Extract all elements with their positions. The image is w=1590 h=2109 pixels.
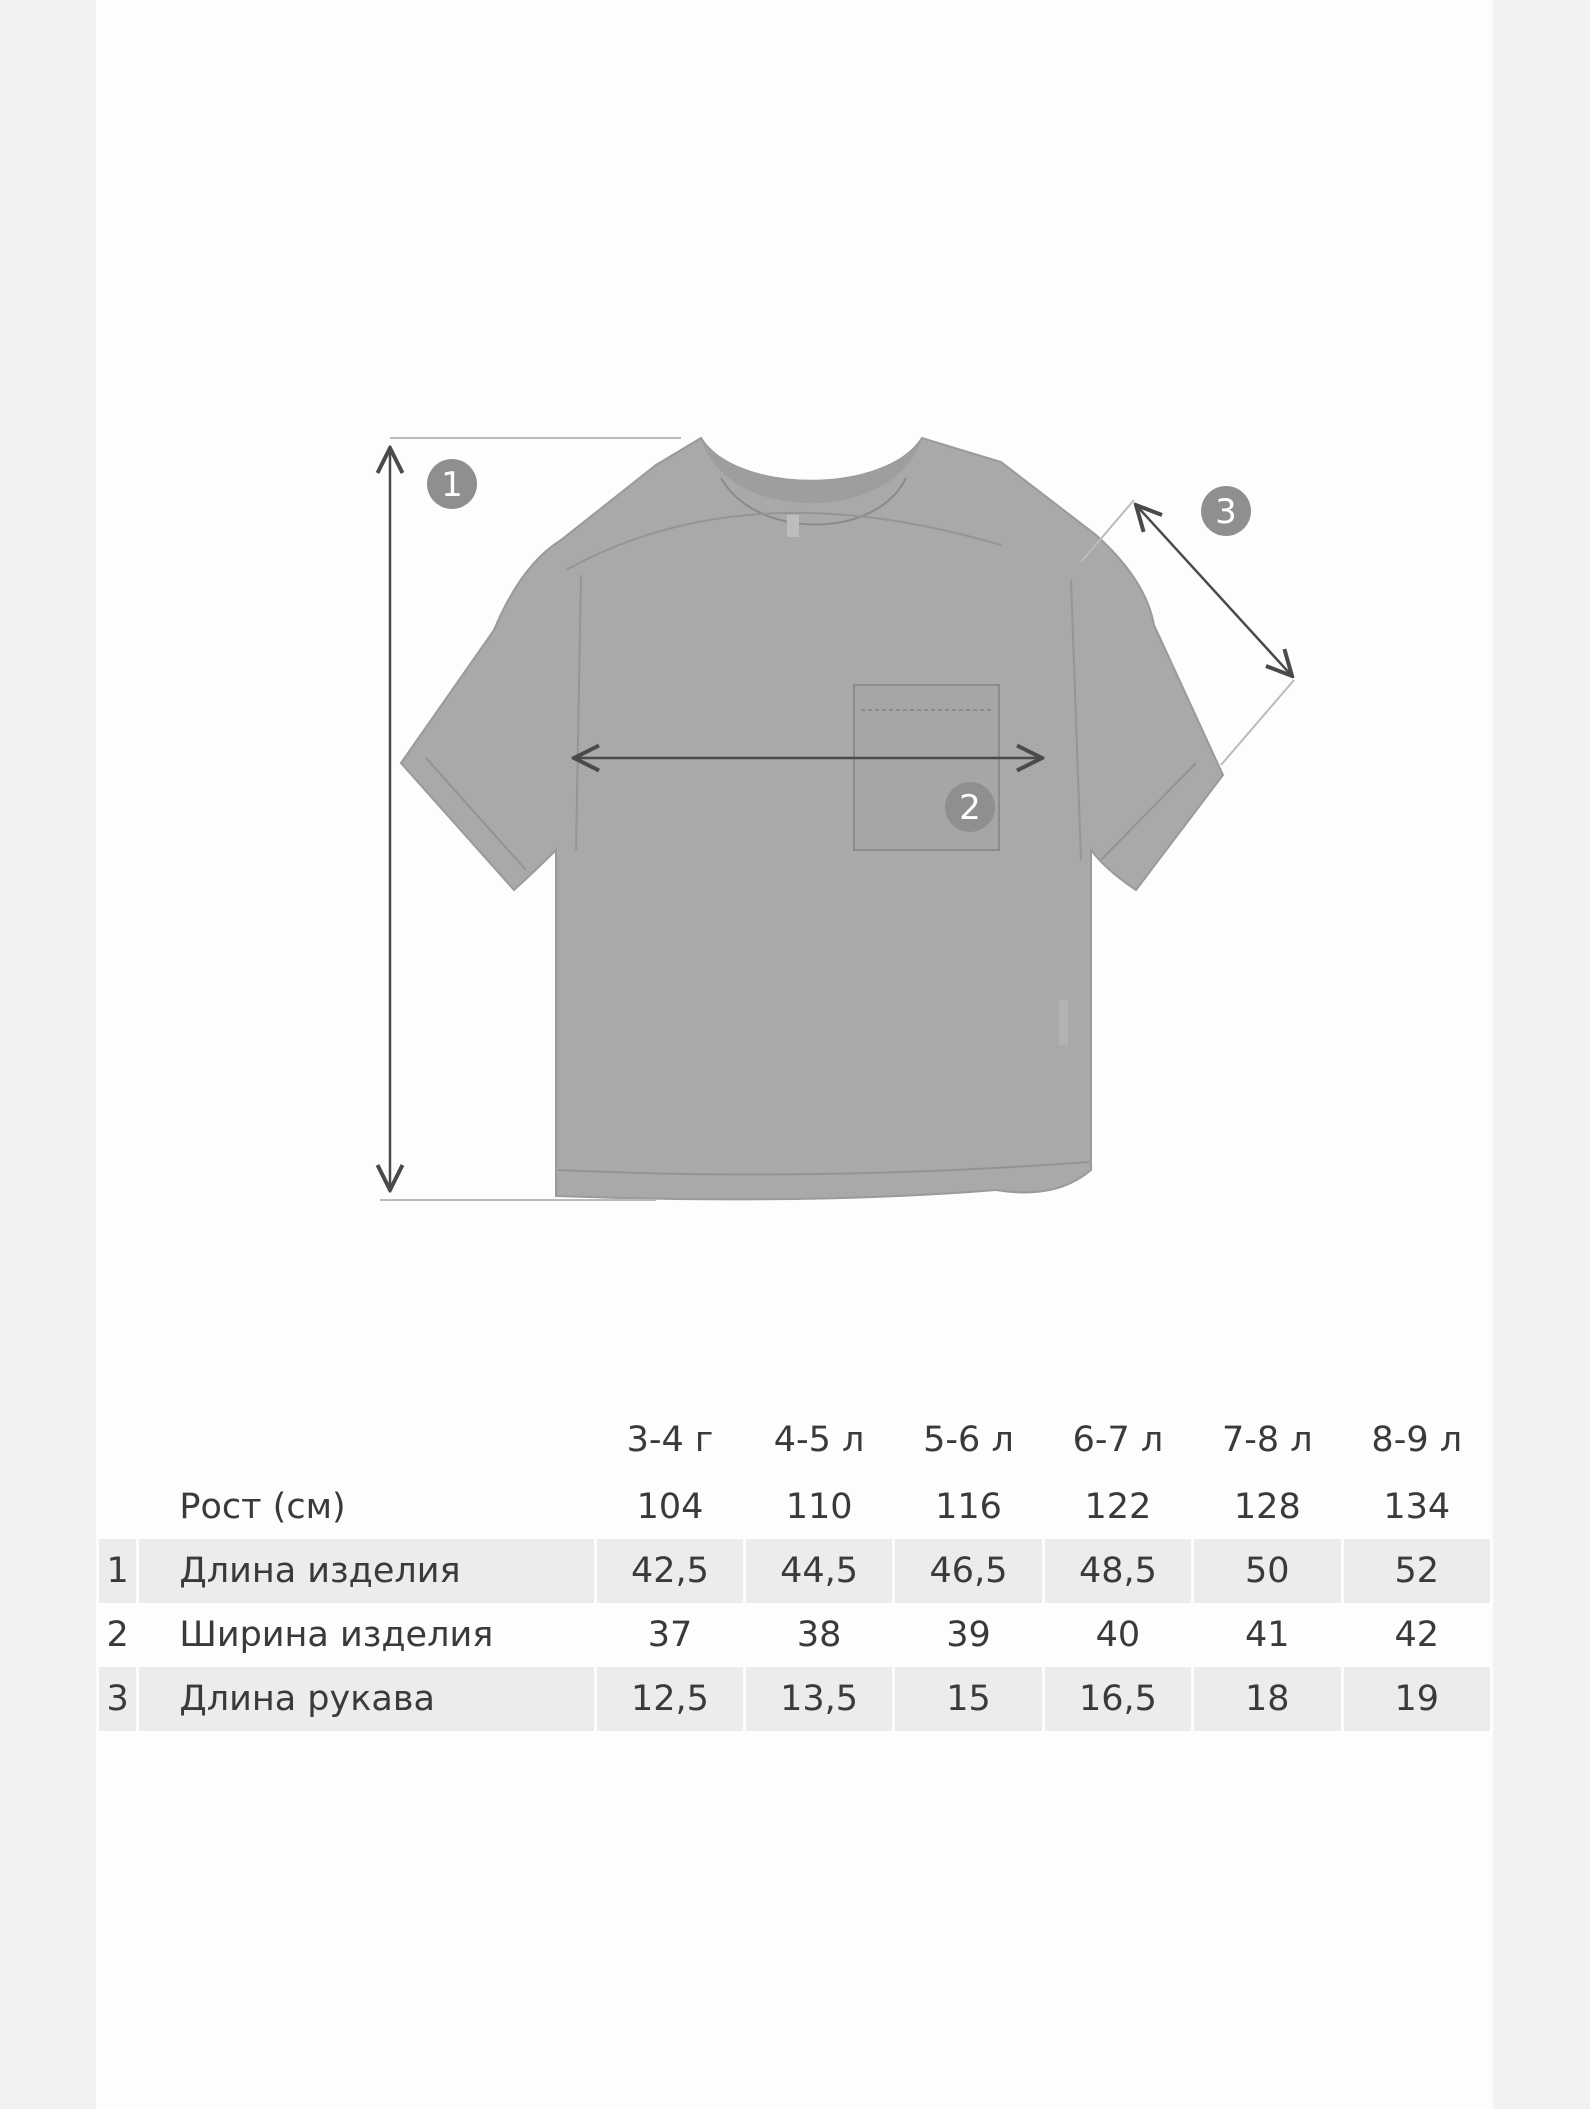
table-corner-label [139,1405,594,1475]
row-number [99,1475,136,1539]
tshirt-side-tag [1059,1000,1068,1045]
table-cell: 19 [1344,1667,1490,1731]
table-cell: 40 [1095,1615,1141,1655]
row-number: 3 [99,1667,136,1731]
tshirt-body [401,438,1223,1199]
table-cell: 41 [1245,1615,1290,1655]
table-row [99,1603,1490,1667]
table-cell: 16,5 [1045,1667,1191,1731]
table-cell: 42 [1394,1615,1440,1655]
row-label: Ширина изделия [179,1615,494,1655]
table-cell: 18 [1194,1667,1340,1731]
table-cell: 50 [1194,1539,1340,1603]
table-cell: 39 [946,1615,991,1655]
table-row [99,1667,1490,1731]
table-cell: 38 [796,1615,842,1655]
size-header-cell: 5-6 л [923,1420,1014,1460]
table-cell: 52 [1344,1539,1490,1603]
badge-3-text: 3 [1215,492,1237,532]
badge-2-text: 2 [959,788,981,828]
badge-1-text: 1 [441,465,463,505]
row-label: Рост (см) [179,1487,346,1527]
tshirt-illustration [401,438,1223,1199]
row-number: 1 [99,1539,136,1603]
size-header-cell: 8-9 л [1371,1420,1463,1460]
table-cell: 110 [785,1487,853,1527]
table-cell: 12,5 [597,1667,743,1731]
size-header-cell: 4-5 л [773,1420,865,1460]
table-cell: 44,5 [746,1539,892,1603]
size-table [96,1405,1493,1731]
table-cell: 37 [647,1615,693,1655]
table-cell: 13,5 [746,1667,892,1731]
row-label: Длина рукава [139,1667,594,1731]
table-cell: 122 [1084,1487,1152,1527]
size-header-row [99,1405,1490,1475]
height-row [99,1475,1490,1539]
table-cell: 48,5 [1045,1539,1191,1603]
table-cell: 104 [636,1487,704,1527]
size-header-cell: 3-4 г [626,1420,714,1460]
size-header-cell: 7-8 л [1221,1420,1313,1460]
row-number: 2 [106,1615,129,1655]
size-header-cell: 6-7 л [1072,1420,1164,1460]
table-cell: 116 [935,1487,1002,1527]
table-row [99,1539,1490,1603]
size-chart-card [96,0,1493,2109]
table-cell: 46,5 [895,1539,1041,1603]
table-corner [99,1405,136,1475]
table-cell: 134 [1383,1487,1451,1527]
row-label: Длина изделия [139,1539,594,1603]
tshirt-label [787,515,799,537]
table-cell: 15 [895,1667,1041,1731]
table-cell: 42,5 [597,1539,743,1603]
tshirt-measurement-diagram [96,0,1493,1300]
table-cell: 128 [1233,1487,1301,1527]
